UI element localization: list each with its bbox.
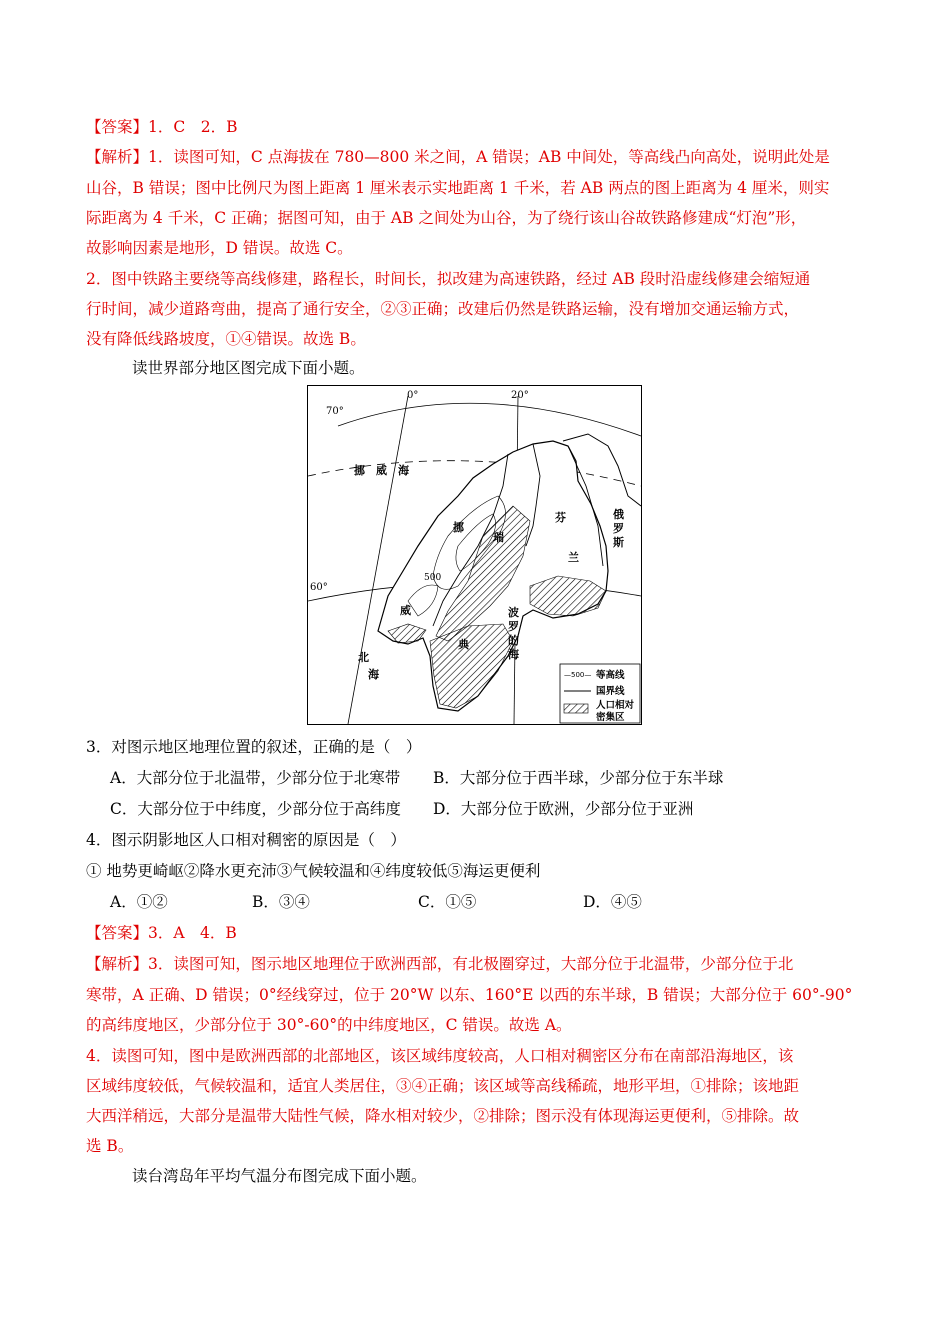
q4-stem: 4．图示阴影地区人口相对稠密的原因是（ ） bbox=[86, 831, 406, 849]
dense-area-sweden-south bbox=[430, 624, 513, 708]
q3-option-b: B．大部分位于西半球，少部分位于东半球 bbox=[433, 769, 724, 787]
legend-contour-sample: —500— bbox=[564, 671, 592, 679]
contour-value-label: 500 bbox=[424, 573, 442, 583]
label-finland-bottom: 兰 bbox=[568, 551, 579, 564]
label-norway-bottom: 威 bbox=[400, 604, 411, 617]
q3-option-c: C．大部分位于中纬度，少部分位于高纬度 bbox=[110, 800, 401, 818]
label-baltic-4: 海 bbox=[508, 648, 519, 661]
legend-dense-sample bbox=[564, 704, 588, 713]
analysis-2-line-2: 行时间，减少道路弯曲，提高了通行安全，②③正确；改建后仍然是铁路运输，没有增加交通运输方式， bbox=[86, 300, 800, 318]
answer-line-2: 【答案】3．A 4．B bbox=[86, 924, 237, 942]
q3-option-d: D．大部分位于欧洲，少部分位于亚洲 bbox=[433, 800, 694, 818]
label-baltic-1: 波 bbox=[508, 606, 519, 619]
legend-dense-label-2: 密集区 bbox=[596, 712, 625, 723]
label-sweden-top: 瑞 bbox=[493, 531, 504, 544]
legend-dense-label-1: 人口相对 bbox=[596, 700, 635, 711]
answer-line-1: 【答案】1．C 2．B bbox=[86, 118, 238, 136]
map-svg bbox=[308, 386, 641, 724]
label-sweden-bottom: 典 bbox=[458, 638, 469, 651]
analysis-1-line-1: 【解析】1．读图可知，C 点海拔在 780—800 米之间，A 错误；AB 中间处，等高线凸向高处，说明此处是 bbox=[86, 148, 830, 166]
analysis-4-line-4: 选 B。 bbox=[86, 1137, 134, 1155]
label-russia-3: 斯 bbox=[613, 536, 624, 549]
analysis-2-line-1: 2．图中铁路主要绕等高线修建，路程长，时间长，拟改建为高速铁路，经过 AB 段时沿虚线修建会缩短通 bbox=[86, 270, 811, 288]
lat-label-60: 60° bbox=[310, 582, 328, 593]
label-russia-2: 罗 bbox=[613, 522, 624, 535]
label-russia-1: 俄 bbox=[613, 508, 624, 521]
q4-option-a: A．①② bbox=[110, 893, 168, 911]
analysis-2-line-3: 没有降低线路坡度，①④错误。故选 B。 bbox=[86, 330, 366, 348]
legend-contour-label: 等高线 bbox=[596, 670, 625, 681]
q4-option-c: C．①⑤ bbox=[418, 893, 477, 911]
lat-label-70: 70° bbox=[326, 406, 344, 417]
analysis-1-line-3: 际距离为 4 千米，C 正确；据图可知，由于 AB 之间处为山谷，为了绕行该山谷故铁路修建成“灯泡”形， bbox=[86, 209, 807, 227]
label-north-sea-2: 海 bbox=[368, 668, 379, 681]
taiwan-intro: 读台湾岛年平均气温分布图完成下面小题。 bbox=[132, 1167, 427, 1185]
label-baltic-2: 罗 bbox=[508, 620, 519, 633]
q4-option-d: D．④⑤ bbox=[583, 893, 642, 911]
analysis-4-line-3: 大西洋稍远，大部分是温带大陆性气候，降水相对较少，②排除；图示没有体现海运更便利，⑤排除。故 bbox=[86, 1107, 800, 1125]
label-baltic-3: 的 bbox=[508, 634, 519, 647]
analysis-3-line-1: 【解析】3．读图可知，图示地区地理位于欧洲西部，有北极圈穿过，大部分位于北温带，少部分位于北 bbox=[86, 955, 794, 973]
q3-stem: 3．对图示地区地理位置的叙述，正确的是（ ） bbox=[86, 738, 422, 756]
analysis-3-line-2: 寒带，A 正确、D 错误；0°经线穿过，位于 20°W 以东、160°E 以西的东半球，B 错误；大部分位于 60°-90° bbox=[86, 986, 853, 1004]
lon-label-20: 20° bbox=[511, 390, 529, 401]
map-intro: 读世界部分地区图完成下面小题。 bbox=[132, 359, 365, 377]
label-north-sea-1: 北 bbox=[358, 651, 369, 664]
analysis-3-line-3: 的高纬度地区，少部分位于 30°-60°的中纬度地区，C 错误。故选 A。 bbox=[86, 1016, 572, 1034]
label-finland-top: 芬 bbox=[555, 511, 566, 524]
label-norway-top: 挪 bbox=[453, 521, 464, 534]
latitude-70-line bbox=[338, 403, 641, 436]
legend-border-label: 国界线 bbox=[596, 686, 625, 697]
q4-option-b: B．③④ bbox=[252, 893, 310, 911]
analysis-4-line-2: 区域纬度较低，气候较温和，适宜人类居住，③④正确；该区域等高线稀疏，地形平坦，①排除；该地距 bbox=[86, 1077, 800, 1095]
analysis-4-line-1: 4．读图可知，图中是欧洲西部的北部地区，该区域纬度较高，人口相对稠密区分布在南部沿海地区，该 bbox=[86, 1047, 794, 1065]
analysis-1-line-4: 故影响因素是地形，D 错误。故选 C。 bbox=[86, 239, 353, 257]
q4-items: ① 地势更崎岖②降水更充沛③气候较温和④纬度较低⑤海运更便利 bbox=[86, 862, 541, 880]
label-norwegian-sea: 挪 威 海 bbox=[354, 464, 409, 477]
q3-option-a: A．大部分位于北温带，少部分位于北寒带 bbox=[110, 769, 401, 787]
lon-label-0: 0° bbox=[407, 390, 419, 401]
analysis-1-line-2: 山谷，B 错误；图中比例尺为图上距离 1 厘米表示实地距离 1 千米，若 AB 两点的图上距离为 4 厘米，则实 bbox=[86, 179, 830, 197]
scandinavia-map bbox=[307, 385, 642, 725]
